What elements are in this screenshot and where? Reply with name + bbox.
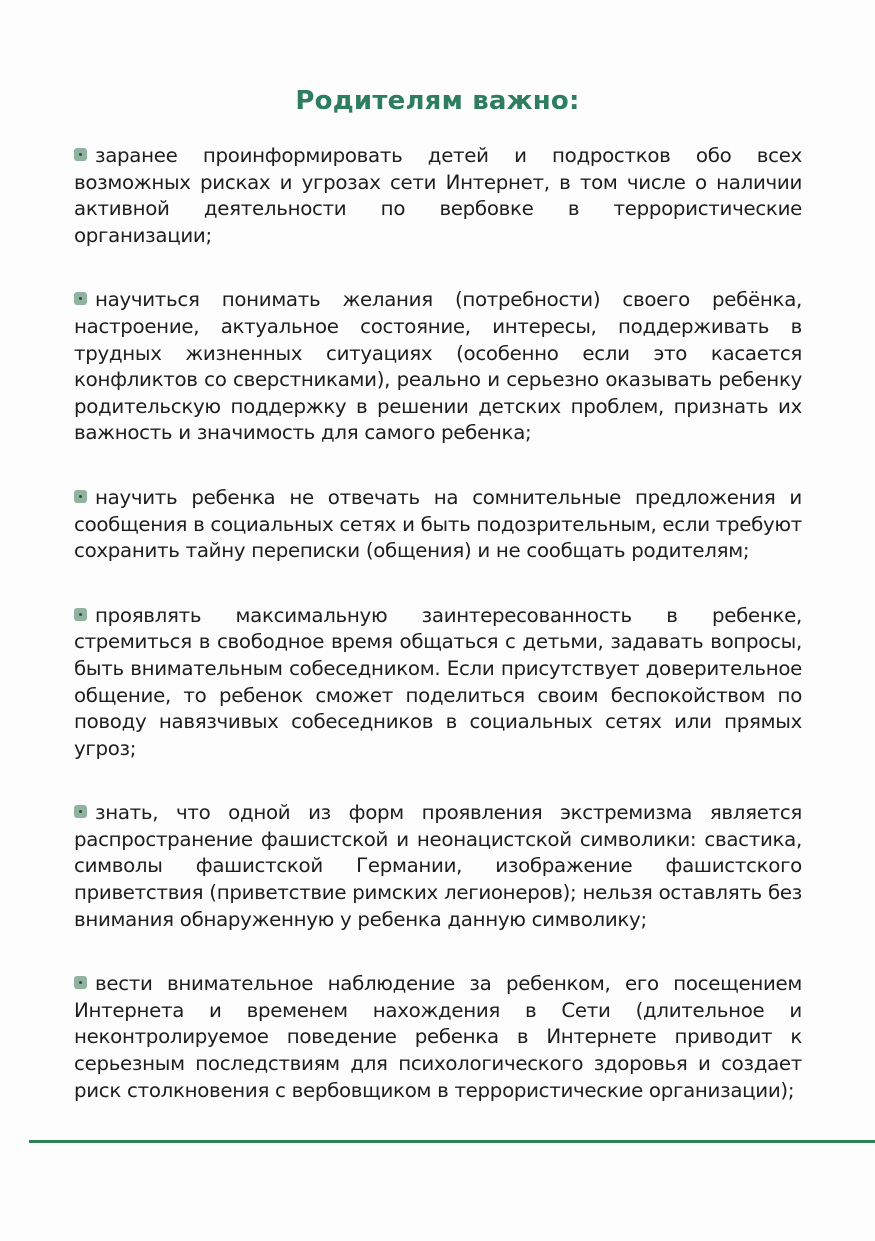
footer-divider	[29, 1140, 875, 1143]
list-item	[74, 485, 802, 565]
bullet-icon	[74, 976, 87, 989]
bullet-icon	[74, 490, 87, 503]
list-item-text: научить ребенка не отвечать на сомнительные предложения и сообщения в социальных сетях и быть подозрительным, если требуют сохранить тайну переписки (общения) и не сообщать родителям;	[74, 485, 802, 563]
advice-list	[74, 143, 802, 1142]
bullet-icon	[74, 292, 87, 305]
list-item	[74, 971, 802, 1104]
page-title: Родителям важно:	[295, 86, 580, 116]
list-item	[74, 603, 802, 763]
list-item	[74, 800, 802, 933]
list-item-text: заранее проинформировать детей и подростков обо всех возможных рисках и угрозах сети Интернет, в том числе о наличии активной деятельности по вербовке в террористические организации;	[74, 144, 802, 247]
bullet-icon	[74, 805, 87, 818]
bullet-icon	[74, 608, 87, 621]
list-item	[74, 287, 802, 447]
list-item-text: проявлять максимальную заинтересованность в ребенке, стремиться в свободное время общаться с детьми, задавать вопросы, быть внимательным собеседником. Если присутствует доверительное общение, то ребенок сможет поделиться своим беспокойством по поводу навязчивых собеседников в социальных сетях или прямых угроз;	[74, 603, 802, 760]
list-item-text: научиться понимать желания (потребности) своего ребёнка, настроение, актуальное состояние, интересы, поддерживать в трудных жизненных ситуациях (особенно если это касается конфликтов со сверстниками), реально и серьезно оказывать ребенку родительскую поддержку в решении детских проблем, признать их важность и значимость для самого ребенка;	[74, 288, 802, 445]
list-item	[74, 143, 802, 249]
list-item-text: вести внимательное наблюдение за ребенком, его посещением Интернета и временем нахождения в Сети (длительное и неконтролируемое поведение ребенка в Интернете приводит к серьезным последствиям для психологического здоровья и создает риск столкновения с вербовщиком в террористические организации);	[74, 972, 802, 1102]
bullet-icon	[74, 148, 87, 161]
list-item-text: знать, что одной из форм проявления экстремизма является распространение фашистской и неонацистской символики: свастика, символы фашистской Германии, изображение фашистского приветствия (приветствие римских легионеров); нельзя оставлять без внимания обнаруженную у ребенка данную символику;	[74, 801, 802, 931]
